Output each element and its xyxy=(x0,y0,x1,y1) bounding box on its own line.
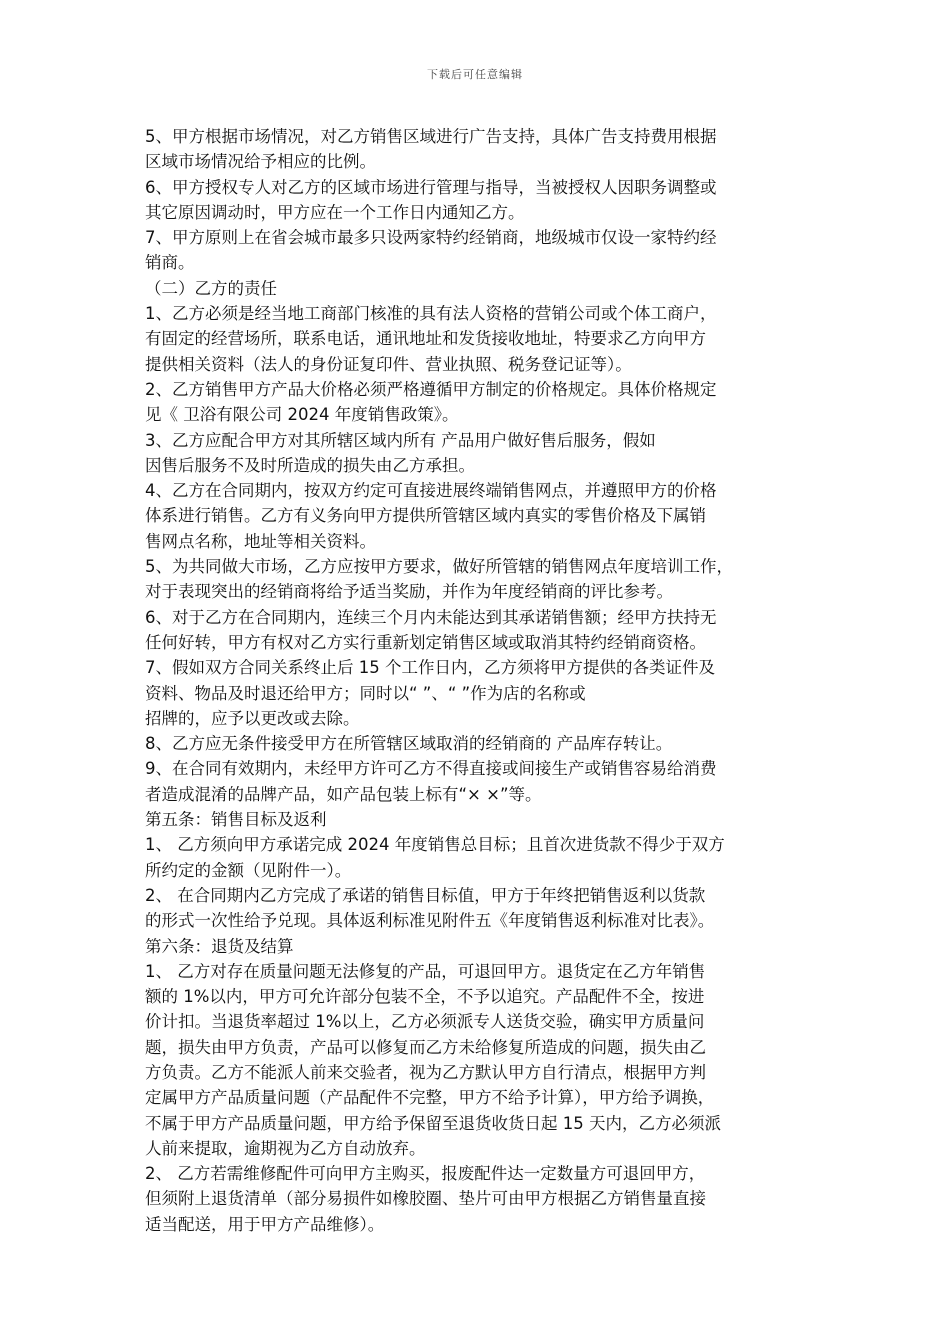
text-line: 额的 1%以内，甲方可允许部分包装不全，不予以追究。产品配件不全，按进 xyxy=(145,987,705,1007)
section-heading: （二）乙方的责任 xyxy=(145,278,277,298)
text-line: 对于表现突出的经销商将给予适当奖励，并作为年度经销商的评比参考。 xyxy=(145,582,673,602)
text-line: 因售后服务不及时所造成的损失由乙方承担。 xyxy=(145,455,475,475)
text-line: 6、甲方授权专人对乙方的区域市场进行管理与指导，当被授权人因职务调整或 xyxy=(145,177,717,197)
text-line: 见《 卫浴有限公司 2024 年度销售政策》。 xyxy=(145,405,459,425)
text-line: 题，损失由甲方负责，产品可以修复而乙方未给修复所造成的问题，损失由乙 xyxy=(145,1037,706,1057)
text-line: 所约定的金额（见附件一）。 xyxy=(145,860,352,880)
text-line: 但须附上退货清单（部分易损件如橡胶圈、垫片可由甲方根据乙方销售量直接 xyxy=(145,1189,706,1209)
text-line: 4、乙方在合同期内，按双方约定可直接进展终端销售网点，并遵照甲方的价格 xyxy=(145,481,717,501)
text-line: 不属于甲方产品质量问题，甲方给予保留至退货收货日起 15 天内，乙方必须派 xyxy=(145,1113,721,1133)
text-line: 适当配送，用于甲方产品维修）。 xyxy=(145,1214,385,1234)
text-line: 1、 乙方对存在质量问题无法修复的产品，可退回甲方。退货定在乙方年销售 xyxy=(145,961,706,981)
text-line: 的形式一次性给予兑现。具体返利标准见附件五《年度销售返利标准对比表》。 xyxy=(145,911,715,931)
text-line: 2、乙方销售甲方产品大价格必须严格遵循甲方制定的价格规定。具体价格规定 xyxy=(145,379,717,399)
text-line: 其它原因调动时，甲方应在一个工作日内通知乙方。 xyxy=(145,202,525,222)
text-line: 3、乙方应配合甲方对其所辖区域内所有 产品用户做好售后服务，假如 xyxy=(145,430,656,450)
text-line: 定属甲方产品质量问题（产品配件不完整，甲方不给予计算），甲方给予调换， xyxy=(145,1088,715,1108)
text-line: 6、对于乙方在合同期内，连续三个月内未能达到其承诺销售额；经甲方扶持无 xyxy=(145,607,717,627)
text-line: 9、在合同有效期内，未经甲方许可乙方不得直接或间接生产或销售容易给消费 xyxy=(145,759,717,779)
text-line: 1、 乙方须向甲方承诺完成 2024 年度销售总目标；且首次进货款不得少于双方 xyxy=(145,835,725,855)
article-heading: 第六条：退货及结算 xyxy=(145,936,294,956)
text-line: 价计扣。当退货率超过 1%以上，乙方必须派专人送货交验，确实甲方质量问 xyxy=(145,1012,705,1032)
text-line: 提供相关资料（法人的身份证复印件、营业执照、税务登记证等）。 xyxy=(145,354,632,374)
text-line: 招牌的，应予以更改或去除。 xyxy=(145,708,360,728)
text-line: 2、 乙方若需维修配件可向甲方主购买，报废配件达一定数量方可退回甲方， xyxy=(145,1164,706,1184)
text-line: 任何好转，甲方有权对乙方实行重新划定销售区域或取消其特约经销商资格。 xyxy=(145,632,706,652)
text-line: 售网点名称，地址等相关资料。 xyxy=(145,531,376,551)
text-line: 体系进行销售。乙方有义务向甲方提供所管辖区域内真实的零售价格及下属销 xyxy=(145,506,706,526)
text-line: 2、 在合同期内乙方完成了承诺的销售目标值，甲方于年终把销售返利以货款 xyxy=(145,885,706,905)
article-heading: 第五条：销售目标及返利 xyxy=(145,810,327,830)
text-line: 5、为共同做大市场，乙方应按甲方要求，做好所管辖的销售网点年度培训工作， xyxy=(145,557,733,577)
text-line: 销商。 xyxy=(145,253,195,273)
document-body xyxy=(145,124,813,1237)
text-line: 区域市场情况给予相应的比例。 xyxy=(145,152,376,172)
text-line: 有固定的经营场所，联系电话，通讯地址和发货接收地址，特要求乙方向甲方 xyxy=(145,329,706,349)
text-line: 方负责。乙方不能派人前来交验者，视为乙方默认甲方自行清点，根据甲方判 xyxy=(145,1062,706,1082)
text-line: 7、假如双方合同关系终止后 15 个工作日内，乙方须将甲方提供的各类证件及 xyxy=(145,658,715,678)
text-line: 1、乙方必须是经当地工商部门核准的具有法人资格的营销公司或个体工商户， xyxy=(145,304,717,324)
text-line: 7、甲方原则上在省会城市最多只设两家特约经销商，地级城市仅设一家特约经 xyxy=(145,228,717,248)
text-line: 人前来提取，逾期视为乙方自动放弃。 xyxy=(145,1138,426,1158)
text-line: 资料、物品及时退还给甲方；同时以“ ”、“ ”作为店的名称或 xyxy=(145,683,586,703)
text-line: 5、甲方根据市场情况，对乙方销售区域进行广告支持，具体广告支持费用根据 xyxy=(145,127,717,146)
page-header-note: 下载后可任意编辑 xyxy=(427,68,523,81)
text-line: 8、乙方应无条件接受甲方在所管辖区域取消的经销商的 产品库存转让。 xyxy=(145,734,673,754)
text-line: 者造成混淆的品牌产品，如产品包装上标有“× ×”等。 xyxy=(145,784,542,804)
